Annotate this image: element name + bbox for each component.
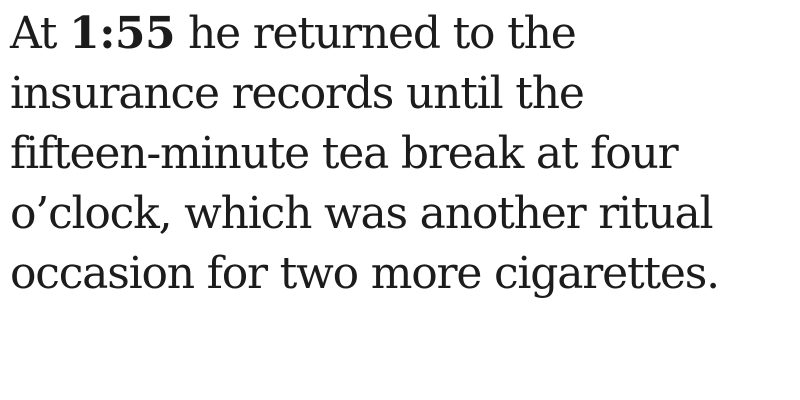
passage-line-4: o’clock, which was another ritual [10, 188, 713, 239]
line-1-tail: he returned to the [175, 8, 576, 59]
line-1-lead: At [10, 8, 70, 59]
passage-line-5: occasion for two more cigarettes. [10, 248, 719, 299]
passage-line-2: insurance records until the [10, 68, 584, 119]
highlighted-time: 1:55 [69, 8, 176, 59]
text-passage [10, 4, 790, 304]
passage-line-1 [10, 4, 790, 64]
passage-line-3: fifteen-minute tea break at four [10, 128, 678, 179]
